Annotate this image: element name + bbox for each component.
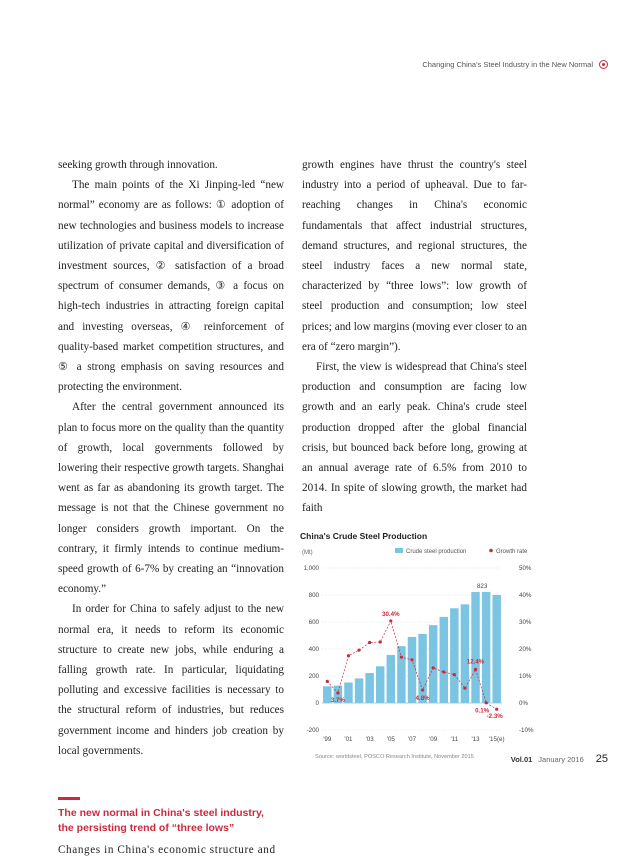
section-heading-line: the persisting trend of “three lows” (58, 822, 235, 835)
bar (492, 595, 500, 703)
growth-point (368, 641, 371, 644)
x-tick-label: '99 (323, 736, 332, 743)
growth-point (485, 701, 488, 704)
growth-point (336, 691, 339, 694)
steel-production-chart (298, 528, 538, 768)
paragraph: The main points of the Xi Jinping-led “new normal” economy are as follows: ① adoption of new technologies and business models to increase utilization of private capital and diversification of investment sources, ② satisfaction of a broad spectrum of consumer demands, ③ a focus on high-tech industries in attracting foreign capital and investing overseas, ④ reinforcement of quality-based market competition structures, and ⑤ a strong emphasis on saving resources and protecting the environment. (58, 179, 284, 394)
x-tick-label: '09 (429, 736, 438, 743)
paragraph: seeking growth through innovation. (58, 159, 218, 171)
running-header (422, 60, 608, 69)
bar-value-label: 823 (476, 582, 488, 590)
y-tick-right: -10% (519, 727, 534, 734)
x-tick-label: '07 (407, 736, 417, 743)
bar (355, 678, 363, 703)
y-tick-left: 1,000 (303, 565, 319, 572)
growth-point (474, 668, 477, 671)
issue-date: January 2016 (538, 755, 584, 764)
y-tick-right: 50% (519, 565, 532, 572)
y-axis-unit: (Mt) (302, 550, 313, 556)
bar (440, 617, 448, 703)
x-tick-label: '11 (450, 736, 459, 743)
growth-label: 3.7% (330, 697, 345, 705)
chart-title: China's Crude Steel Production (300, 531, 428, 541)
growth-label: -2.3% (486, 713, 503, 721)
y-tick-left: 200 (308, 673, 319, 680)
bar (418, 634, 426, 703)
x-tick-label: '05 (386, 736, 395, 743)
legend-label-growth: Growth rate (496, 549, 528, 555)
growth-point (410, 658, 413, 661)
target-icon (599, 60, 608, 69)
chart-svg (298, 528, 538, 768)
bar (397, 646, 405, 703)
y-tick-left: 800 (308, 592, 319, 599)
legend-line-swatch (489, 549, 493, 553)
right-column (302, 155, 527, 519)
bar (376, 666, 384, 703)
x-tick-label: '15(e) (488, 736, 505, 743)
bar (471, 592, 479, 703)
paragraph: First, the view is widespread that China's steel production and consumption are facing low growth and an early peak. China's crude steel production dropped after the global financial crisis, but bounced back before long, growing at an annual average rate of 6.5% from 2010 to 2014. In spite of slowing growth, the market had faith (302, 361, 527, 515)
left-column (58, 155, 284, 860)
growth-point (432, 666, 435, 669)
growth-point (379, 640, 382, 643)
growth-point (463, 687, 466, 690)
growth-label: 4.8% (415, 695, 430, 703)
chart-source: Source: worldsteel, POSCO Research Institute, November 2015 (315, 754, 474, 760)
growth-point (326, 680, 329, 683)
growth-point (442, 670, 445, 673)
growth-point (495, 708, 498, 711)
growth-point (389, 619, 392, 622)
section-divider (58, 797, 80, 800)
bar (482, 592, 490, 703)
y-tick-right: 40% (519, 592, 532, 599)
section-heading (58, 806, 284, 836)
paragraph: growth engines have thrust the country's steel industry into a period of upheaval. Due to far-reaching changes in China's economic fundamentals that affect industrial structures, demand structures, and regional structures, the steel industry faces a new normal state, characterized by “three lows”: low growth of steel production and consumption; low steel prices; and low margins (moving ever closer to an era of “zero margin”). (302, 159, 527, 353)
growth-point (400, 656, 403, 659)
growth-label: 12.4% (466, 658, 485, 666)
growth-point (357, 648, 360, 651)
legend-bar-swatch (395, 548, 403, 553)
paragraph: Changes in China's economic structure and (58, 844, 276, 857)
bar (429, 625, 437, 703)
running-title: Changing China's Steel Industry in the New Normal (422, 60, 593, 69)
y-tick-left: -200 (306, 727, 319, 734)
growth-point (453, 673, 456, 676)
page-footer (511, 753, 608, 765)
growth-label: 30.4% (382, 610, 400, 618)
page-number: 25 (595, 753, 608, 765)
bar (365, 673, 373, 703)
y-tick-right: 0% (519, 700, 528, 707)
bar (408, 637, 416, 703)
legend-label-production: Crude steel production (406, 549, 467, 555)
volume-label: Vol.01 (510, 755, 533, 764)
bar (344, 682, 352, 703)
y-tick-right: 20% (519, 646, 532, 653)
section-heading-line: The new normal in China's steel industry, (58, 807, 264, 820)
paragraph: After the central government announced its plan to focus more on the quality than the quantity of growth, local governments followed by lowering their respective growth targets. Shanghai went as far as abandoning its growth target. The message is not that the Chinese government no longer considers growth important. On the contrary, it firmly intends to continue medium-speed growth of 6-7% by creating an “innovation economy.” (58, 401, 284, 596)
x-tick-label: '13 (471, 736, 480, 743)
bar (387, 655, 395, 703)
x-tick-label: '03 (365, 736, 374, 743)
growth-point (347, 654, 350, 657)
bar (450, 608, 458, 703)
x-tick-label: '01 (344, 736, 353, 743)
y-tick-left: 600 (308, 619, 319, 626)
paragraph: In order for China to safely adjust to the new normal era, it needs to reform its economic structure to create new jobs, while enduring a falling growth rate. In particular, liquidating polluting and excessive facilities is necessary to the structural reform of industries, but reduces government income and hinders job creation by local governments. (58, 603, 284, 757)
y-tick-left: 0 (315, 700, 319, 707)
growth-label: 0.1% (475, 707, 490, 715)
y-tick-left: 400 (308, 646, 319, 653)
y-tick-right: 10% (519, 673, 532, 680)
y-tick-right: 30% (519, 619, 532, 626)
growth-point (421, 688, 424, 691)
